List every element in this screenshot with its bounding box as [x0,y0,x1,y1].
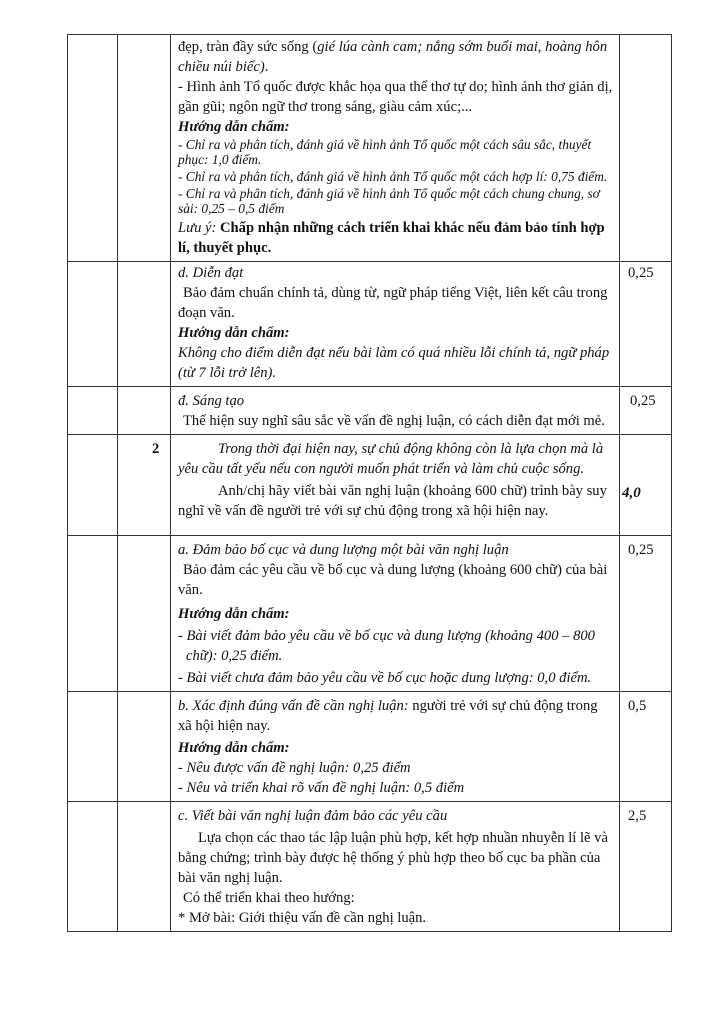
cell-part [68,802,118,932]
row-dien-dat [68,262,672,387]
score-value: 0,5 [628,698,647,714]
score-value: 0,25 [630,393,656,409]
cell-content [171,802,620,932]
row-item-a [68,536,672,692]
item-title: đ. Sáng tạo [178,393,245,409]
cell-part [68,692,118,802]
guide-note: - Chỉ ra và phân tích, đánh giá về hình ảnh Tổ quốc một cách sâu sắc, thuyết phục: 1,0 điểm. [178,137,592,167]
row-question-2 [68,435,672,536]
cell-score [620,35,672,262]
content-line: - Hình ảnh Tổ quốc được khắc họa qua thể thơ tự do; hình ảnh thơ giản dị, gần gũi; ngôn ngữ thơ trong sáng, giàu cảm xúc;... [178,79,613,115]
cell-score [620,387,672,435]
item-title: c. Viết bài văn nghị luận đảm bảo các yêu cầu [178,808,448,824]
grading-table [67,34,672,932]
cell-score [620,692,672,802]
cell-content [171,435,620,536]
guide-heading: Hướng dẫn chấm: [178,325,290,341]
row-sang-tao [68,387,672,435]
guide-note: - Bài viết đảm bảo yêu cầu về bố cục và dung lượng (khoảng 400 – 800 chữ): 0,25 điểm. [178,628,595,664]
cell-score [620,802,672,932]
question-prompt: Trong thời đại hiện nay, sự chủ động không còn là lựa chọn mà là yêu cầu tất yếu nếu con người muốn phát triển và làm chủ cuộc sống. [178,441,604,477]
item-line: Có thể triển khai theo hướng: [183,890,355,906]
guide-note: - Nêu được vấn đề nghị luận: 0,25 điểm [178,760,411,776]
guide-note: - Bài viết chưa đảm bảo yêu cầu về bố cục hoặc dung lượng: 0,0 điểm. [178,670,592,686]
question-number: 2 [152,441,160,457]
guide-heading: Hướng dẫn chấm: [178,606,290,622]
item-line: * Mở bài: Giới thiệu vấn đề cần nghị luận. [178,910,427,926]
cell-part [68,387,118,435]
cell-question [118,387,171,435]
cell-part [68,262,118,387]
cell-content [171,387,620,435]
row-section1-continued [68,35,672,262]
item-title: b. Xác định đúng vấn đề cần nghị luận: người trẻ với sự chủ động trong xã hội hiện nay. [178,698,598,734]
score-value: 4,0 [622,485,641,501]
cell-content [171,35,620,262]
guide-text: Không cho điểm diễn đạt nếu bài làm có quá nhiều lỗi chính tả, ngữ pháp (từ 7 lỗi trở lên). [178,345,610,381]
guide-note: - Nêu và triển khai rõ vấn đề nghị luận: 0,5 điểm [178,780,465,796]
item-body: Thể hiện suy nghĩ sâu sắc về vấn đề nghị luận, có cách diễn đạt mới mẻ. [183,413,605,429]
cell-question [118,35,171,262]
cell-question [118,262,171,387]
question-task: Anh/chị hãy viết bài văn nghị luận (khoảng 600 chữ) trình bày suy nghĩ về vấn đề người trẻ với sự chủ động trong xã hội hiện nay. [178,483,607,519]
cell-score [620,435,672,536]
cell-part [68,536,118,692]
cell-question [118,435,171,536]
guide-note: - Chỉ ra và phân tích, đánh giá về hình ảnh Tổ quốc một cách chung chung, sơ sài: 0,25 – 0,5 điểm [178,186,600,216]
cell-content [171,262,620,387]
cell-part [68,435,118,536]
cell-content [171,692,620,802]
item-title: d. Diễn đạt [178,265,244,281]
guide-heading: Hướng dẫn chấm: [178,740,290,756]
cell-content [171,536,620,692]
cell-question [118,802,171,932]
row-item-c [68,802,672,932]
cell-question [118,692,171,802]
item-body: Bảo đảm chuẩn chính tả, dùng từ, ngữ pháp tiếng Việt, liên kết câu trong đoạn văn. [178,285,608,321]
cell-score [620,262,672,387]
cell-score [620,536,672,692]
note-luu-y: Lưu ý: Chấp nhận những cách triển khai khác nếu đảm bảo tính hợp lí, thuyết phục. [178,220,605,256]
cell-question [118,536,171,692]
score-value: 0,25 [628,265,654,281]
item-body: Lựa chọn các thao tác lập luận phù hợp, kết hợp nhuần nhuyễn lí lẽ và bằng chứng; trình bày được hệ thống ý phù hợp theo bố cục ba phần của bài văn nghị luận. [178,830,608,886]
score-value: 2,5 [628,808,647,824]
item-body: Bảo đảm các yêu cầu về bố cục và dung lượng (khoảng 600 chữ) của bài văn. [178,562,608,598]
content-line: đẹp, tràn đầy sức sống (gié lúa cành cam; nắng sớm buổi mai, hoàng hôn chiều núi biếc). [178,39,608,75]
item-title: a. Đảm bảo bố cục và dung lượng một bài văn nghị luận [178,542,509,558]
row-item-b [68,692,672,802]
guide-note: - Chỉ ra và phân tích, đánh giá về hình ảnh Tổ quốc một cách hợp lí: 0,75 điểm. [178,169,608,184]
cell-part [68,35,118,262]
guide-heading: Hướng dẫn chấm: [178,119,290,135]
score-value: 0,25 [628,542,654,558]
